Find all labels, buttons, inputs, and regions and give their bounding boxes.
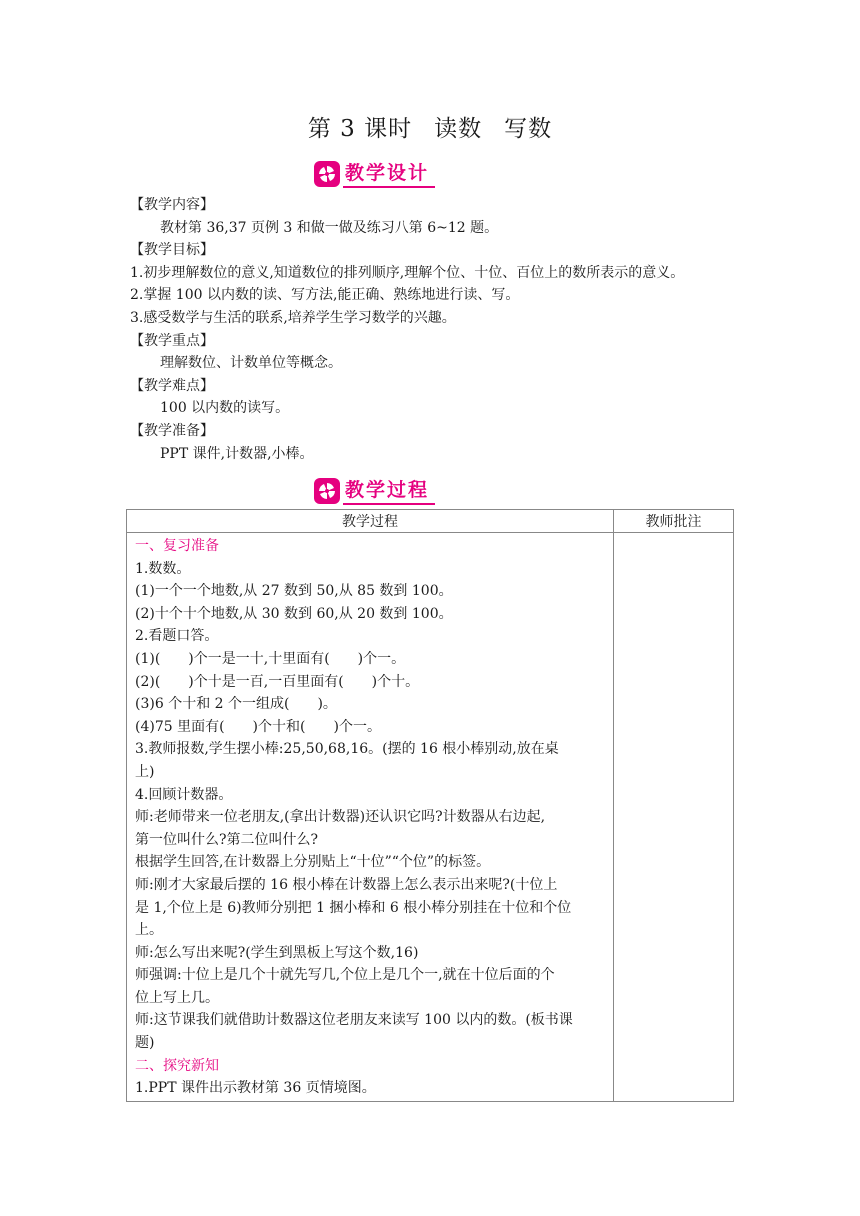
title-lesson-number: 第 3 课时: [307, 116, 413, 142]
process-line: 师:老师带来一位老朋友,(拿出计数器)还认识它吗?计数器从右边起,: [135, 809, 546, 826]
process-line: (1)( )个一是一十,十里面有( )个一。: [135, 650, 406, 667]
column-header-process: 教学过程: [127, 510, 614, 533]
title-reading: 读数: [434, 116, 483, 142]
banner-design: [314, 160, 435, 188]
process-line: (2)( )个十是一百,一百里面有( )个十。: [135, 673, 420, 690]
process-line: 师:这节课我们就借助计数器这位老朋友来读写 100 以内的数。(板书课: [135, 1012, 573, 1029]
table-row: [127, 533, 734, 1102]
content-heading: 【教学内容】: [130, 197, 214, 213]
banner-process: [314, 477, 435, 505]
process-line: 师:怎么写出来呢?(学生到黑板上写这个数,16): [135, 944, 419, 961]
process-line: 第一位叫什么?第二位叫什么?: [135, 831, 319, 848]
process-line: 师:刚才大家最后摆的 16 根小棒在计数器上怎么表示出来呢?(十位上: [135, 876, 558, 893]
process-line: (1)一个一个地数,从 27 数到 50,从 85 数到 100。: [135, 583, 453, 600]
teacher-notes-cell: [614, 533, 734, 1102]
process-content-cell: [127, 533, 614, 1102]
process-line: 上): [135, 763, 155, 780]
process-line: 题): [135, 1035, 155, 1052]
difficulty-text: 100 以内数的读写。: [160, 400, 290, 417]
key-point-heading: 【教学重点】: [130, 332, 214, 349]
content-text: 教材第 36,37 页例 3 和做一做及练习八第 6~12 题。: [160, 219, 499, 236]
design-section: [0, 194, 860, 465]
column-header-notes: 教师批注: [614, 510, 734, 533]
process-line: 上。: [135, 922, 163, 939]
process-line: (3)6 个十和 2 个一组成( )。: [135, 696, 337, 713]
process-table: [126, 509, 734, 1102]
key-point-text: 理解数位、计数单位等概念。: [160, 355, 342, 372]
preparation-heading: 【教学准备】: [130, 422, 214, 439]
process-line: 2.看题口答。: [135, 628, 219, 645]
process-line: (4)75 里面有( )个十和( )个一。: [135, 718, 381, 735]
section-heading: 二、探究新知: [135, 1057, 219, 1074]
goal-item: 1.初步理解数位的意义,知道数位的排列顺序,理解个位、十位、百位上的数所表示的意义。: [130, 264, 685, 281]
goals-heading: 【教学目标】: [130, 242, 214, 259]
process-line: 1.PPT 课件出示教材第 36 页情境图。: [135, 1080, 376, 1097]
goal-item: 3.感受数学与生活的联系,培养学生学习数学的兴趣。: [130, 309, 456, 326]
section-heading: 一、复习准备: [135, 538, 219, 554]
pinwheel-icon: [314, 478, 340, 504]
process-line: 1.数数。: [135, 560, 191, 577]
lesson-title: [0, 110, 860, 143]
process-line: 4.回顾计数器。: [135, 786, 233, 803]
pinwheel-icon: [314, 161, 340, 187]
process-line: 是 1,个位上是 6)教师分别把 1 捆小棒和 6 根小棒分别挂在十位和个位: [135, 899, 572, 916]
preparation-text: PPT 课件,计数器,小棒。: [160, 445, 314, 462]
difficulty-heading: 【教学难点】: [130, 377, 214, 394]
process-line: 3.教师报数,学生摆小棒:25,50,68,16。(摆的 16 根小棒别动,放在桌: [135, 741, 559, 758]
goal-item: 2.掌握 100 以内数的读、写方法,能正确、熟练地进行读、写。: [130, 287, 520, 304]
process-line: 根据学生回答,在计数器上分别贴上“十位”“个位”的标签。: [135, 854, 491, 871]
title-writing: 写数: [504, 116, 553, 142]
table-header-row: [127, 510, 734, 533]
process-line: 位上写上几。: [135, 989, 219, 1006]
banner-process-label: 教学过程: [343, 478, 435, 505]
process-line: (2)十个十个地数,从 30 数到 60,从 20 数到 100。: [135, 605, 453, 622]
banner-design-label: 教学设计: [343, 161, 435, 188]
process-line: 师强调:十位上是几个十就先写几,个位上是几个一,就在十位后面的个: [135, 967, 555, 984]
